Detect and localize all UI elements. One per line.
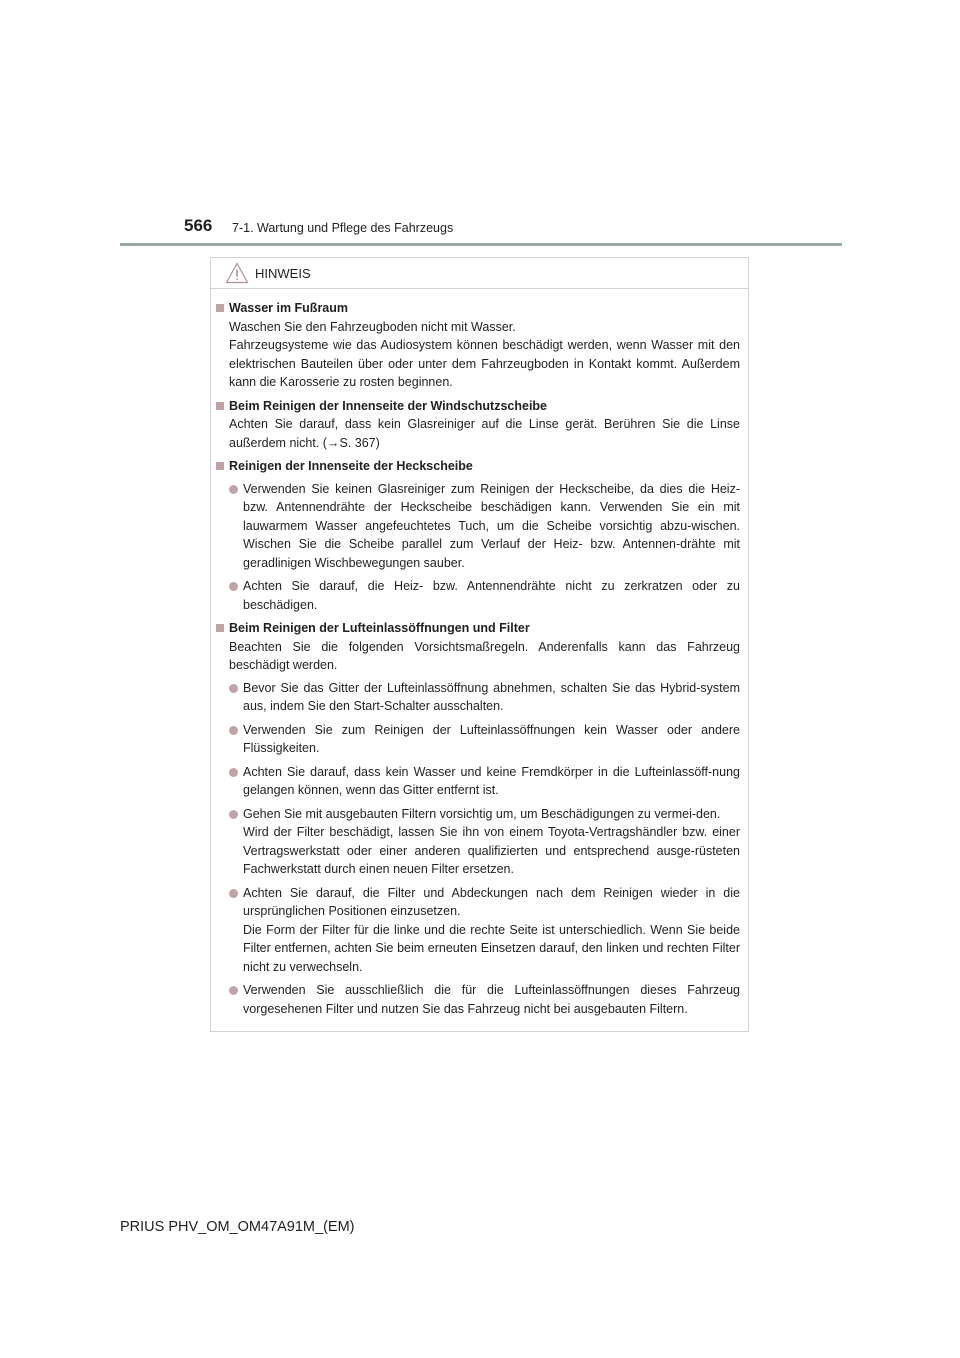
bullet-item: Achten Sie darauf, die Filter und Abdeckungen nach dem Reinigen wieder in die ursprünglichen Positionen einzusetzen. Die Form der Filter für die linke und die rechte Seite ist unterschiedlich. Wenn Sie beide Filter entfernen, achten Sie beim erneuten Einsetzen darauf, den linken und rechten Filter nicht zu verwechseln. xyxy=(211,884,740,977)
paragraph: Waschen Sie den Fahrzeugboden nicht mit Wasser. xyxy=(229,319,516,334)
notice-box xyxy=(210,257,749,1032)
bullet-item: Achten Sie darauf, die Heiz- bzw. Antennendrähte nicht zu zerkratzen oder zu beschädigen. xyxy=(211,577,740,614)
page-number: 566 xyxy=(184,216,213,235)
square-bullet-icon xyxy=(216,462,224,470)
square-bullet-icon xyxy=(216,624,224,632)
bullet-item: Gehen Sie mit ausgebauten Filtern vorsichtig um, um Beschädigungen zu vermei-den. Wird der Filter beschädigt, lassen Sie ihn von einem Toyota-Vertragshändler bzw. einer Vertragswerkstatt oder einer anderen qualifizierten und entsprechend ausge-rüsteten Fachwerkstatt durch einen neuen Filter ersetzen. xyxy=(211,805,740,879)
section-heading: Beim Reinigen der Lufteinlassöffnungen und Filter xyxy=(211,619,740,638)
bullet-item: Achten Sie darauf, dass kein Wasser und keine Fremdkörper in die Lufteinlassöff-nung gelangen können, wenn das Gitter entfernt ist. xyxy=(211,763,740,800)
notice-section xyxy=(211,299,740,392)
circle-bullet-icon xyxy=(229,810,238,819)
square-bullet-icon xyxy=(216,402,224,410)
section-heading: Beim Reinigen der Innenseite der Windschutzscheibe xyxy=(211,397,740,416)
notice-section xyxy=(211,457,740,614)
header-divider xyxy=(120,243,842,246)
bullet-item: Bevor Sie das Gitter der Lufteinlassöffnung abnehmen, schalten Sie das Hybrid-system aus, indem Sie den Start-Schalter ausschalten. xyxy=(211,679,740,716)
notice-body xyxy=(211,289,748,1023)
warning-triangle-icon xyxy=(225,262,249,284)
circle-bullet-icon xyxy=(229,768,238,777)
notice-header xyxy=(211,258,748,289)
notice-title: HINWEIS xyxy=(255,266,311,281)
bullet-item: Verwenden Sie keinen Glasreiniger zum Reinigen der Heckscheibe, da dies die Heiz- bzw. Antennendrähte der Heckscheibe beschädigen kann. Verwenden Sie ein mit lauwarmem Wasser angefeuchtetes Tuch, um die Scheibe vorsichtig abzu-wischen. Wischen Sie die Scheibe parallel zum Verlauf der Heiz- bzw. Antennen-drähte mit geradlinigen Wischbewegungen sauber. xyxy=(211,480,740,573)
section-heading: Reinigen der Innenseite der Heckscheibe xyxy=(211,457,740,476)
circle-bullet-icon xyxy=(229,726,238,735)
circle-bullet-icon xyxy=(229,684,238,693)
circle-bullet-icon xyxy=(229,986,238,995)
document-id: PRIUS PHV_OM_OM47A91M_(EM) xyxy=(120,1219,355,1235)
notice-section xyxy=(211,619,740,1018)
circle-bullet-icon xyxy=(229,485,238,494)
notice-section xyxy=(211,397,740,453)
section-title: 7-1. Wartung und Pflege des Fahrzeugs xyxy=(232,221,454,235)
paragraph: Achten Sie darauf, dass kein Glasreiniger auf die Linse gerät. Berühren Sie die Linse außerdem nicht. (→S. 367) xyxy=(229,417,740,450)
bullet-item: Verwenden Sie ausschließlich die für die Lufteinlassöffnungen dieses Fahrzeug vorgesehenen Filter und nutzen Sie das Fahrzeug nicht bei ausgebauten Filtern. xyxy=(211,981,740,1018)
circle-bullet-icon xyxy=(229,582,238,591)
section-heading: Wasser im Fußraum xyxy=(211,299,740,318)
paragraph: Fahrzeugsysteme wie das Audiosystem können beschädigt werden, wenn Wasser mit den elektrischen Bauteilen über oder unter dem Fahrzeugboden in Kontakt kommt. Außerdem kann die Karosserie zu rosten beginnen. xyxy=(229,338,740,389)
paragraph: Beachten Sie die folgenden Vorsichtsmaßregeln. Anderenfalls kann das Fahrzeug beschädigt werden. xyxy=(229,639,740,672)
bullet-item: Verwenden Sie zum Reinigen der Lufteinlassöffnungen kein Wasser oder andere Flüssigkeiten. xyxy=(211,721,740,758)
square-bullet-icon xyxy=(216,304,224,312)
circle-bullet-icon xyxy=(229,889,238,898)
